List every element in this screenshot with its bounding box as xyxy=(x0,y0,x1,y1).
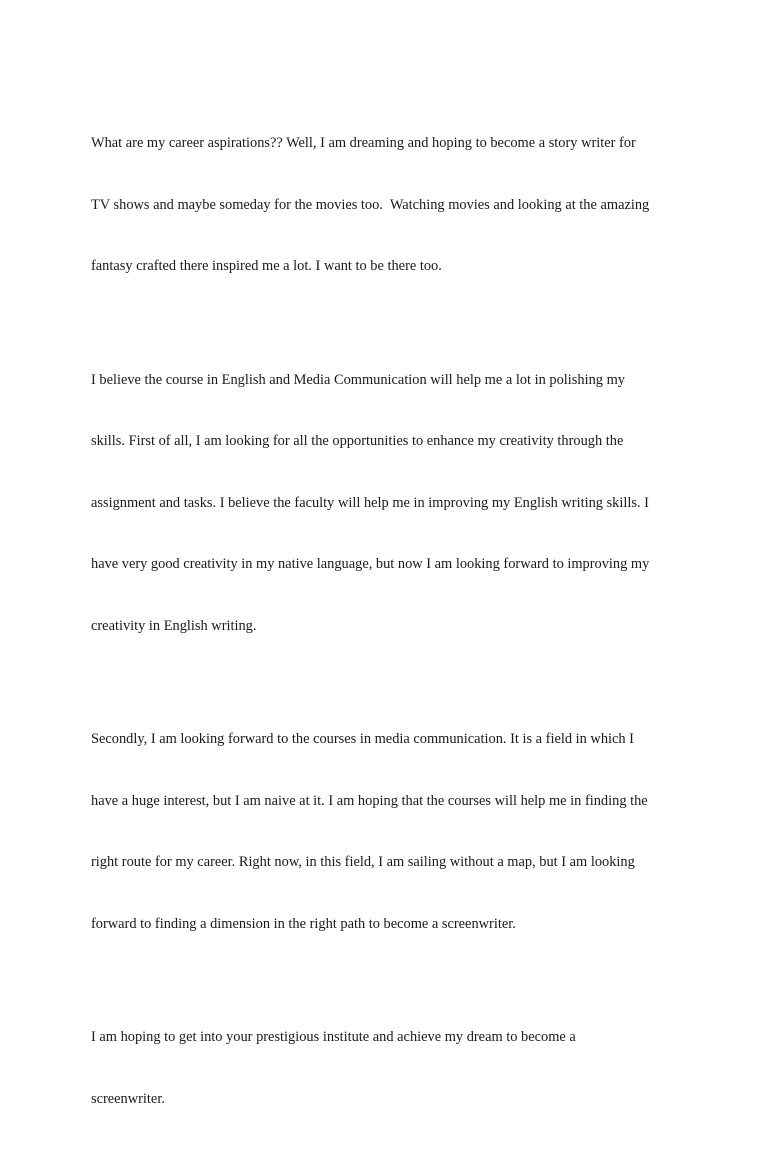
text-line: Secondly, I am looking forward to the courses in media communication. It is a field in which I xyxy=(91,731,634,747)
text-line: screenwriter. xyxy=(91,1090,165,1107)
document-body xyxy=(91,92,691,1161)
text-line: right route for my career. Right now, in this field, I am sailing without a map, but I am looking xyxy=(91,854,635,870)
text-line: fantasy crafted there inspired me a lot. I want to be there too. xyxy=(91,258,442,274)
paragraph-career-aspirations xyxy=(91,92,691,318)
text-line: skills. First of all, I am looking for all the opportunities to enhance my creativity through the xyxy=(91,433,624,449)
text-line: I believe the course in English and Media Communication will help me a lot in polishing my xyxy=(91,371,625,388)
text-line: assignment and tasks. I believe the faculty will help me in improving my English writing skills. I xyxy=(91,494,649,511)
text-line: have a huge interest, but I am naive at it. I am hoping that the courses will help me in finding the xyxy=(91,792,648,809)
paragraph-closing xyxy=(91,986,691,1150)
paragraph-media-communication xyxy=(91,688,691,975)
text-line: forward to finding a dimension in the right path to become a screenwriter. xyxy=(91,915,516,932)
text-line: TV shows and maybe someday for the movies too. Watching movies and looking at the amazing xyxy=(91,196,650,213)
text-line: What are my career aspirations?? Well, I am dreaming and hoping to become a story writer for xyxy=(91,135,636,151)
text-line: creativity in English writing. xyxy=(91,617,257,634)
text-line: I am hoping to get into your prestigious institute and achieve my dream to become a xyxy=(91,1029,576,1045)
text-line: have very good creativity in my native language, but now I am looking forward to improving my xyxy=(91,556,650,572)
paragraph-english-course xyxy=(91,329,691,678)
